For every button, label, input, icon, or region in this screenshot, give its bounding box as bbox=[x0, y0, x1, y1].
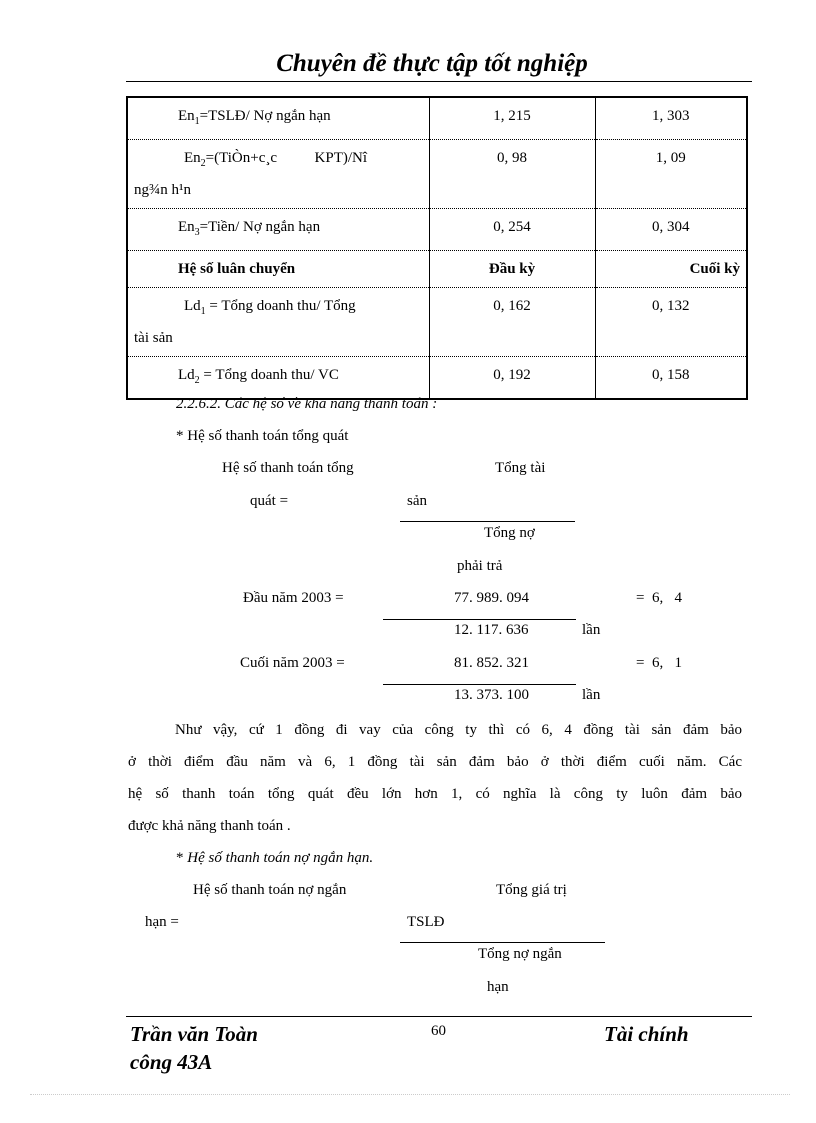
formula-numerator: Tổng tài bbox=[495, 460, 546, 476]
start-value: 1, 215 bbox=[429, 97, 595, 140]
start-value: 0, 162 bbox=[429, 288, 595, 357]
fraction-line bbox=[400, 942, 605, 943]
end-value: 0, 158 bbox=[595, 357, 747, 400]
section-heading: 2.2.6.2. Các hệ số về khả năng thanh toán : bbox=[176, 396, 438, 412]
fraction-line bbox=[400, 521, 575, 522]
end-value: 1, 303 bbox=[595, 97, 747, 140]
table-row bbox=[127, 209, 747, 251]
calc-result: = 6, 4 bbox=[636, 590, 682, 606]
table-row bbox=[127, 288, 747, 357]
end-value: 0, 132 bbox=[595, 288, 747, 357]
formula-lhs: Hệ số thanh toán tổng bbox=[222, 460, 354, 476]
footer-department: Tài chính bbox=[604, 1022, 689, 1046]
start-header: Đầu kỳ bbox=[429, 251, 595, 288]
table-row bbox=[127, 97, 747, 140]
paragraph-line: Như vậy, cứ 1 đồng đi vay của công ty thì có 6, 4 đồng tài sản đảm bảo bbox=[175, 722, 742, 738]
formula-denominator: phải trả bbox=[457, 558, 503, 574]
subheading-short-term-ratio: * Hệ số thanh toán nợ ngắn hạn. bbox=[176, 850, 374, 866]
explanation-paragraph bbox=[128, 714, 742, 842]
row-label: $Ld_1$ = Tổng doanh thu/ Tổng tài sản bbox=[127, 288, 429, 357]
ratio-table bbox=[126, 96, 748, 400]
start-value: 0, 254 bbox=[429, 209, 595, 251]
row-label: $Ld_2$ = Tổng doanh thu/ VC bbox=[127, 357, 429, 400]
formula-lhs: Hệ số thanh toán nợ ngắn bbox=[193, 882, 347, 898]
formula-denominator: Tổng nợ ngắn bbox=[478, 946, 562, 962]
formula-numerator: sản bbox=[407, 493, 427, 509]
paragraph-line: hệ số thanh toán tổng quát đều lớn hơn 1, có nghĩa là công ty luôn đảm bảo bbox=[128, 786, 742, 802]
row-label: $En_1=TSLĐ/$ Nợ ngắn hạn bbox=[127, 97, 429, 140]
table-row bbox=[127, 251, 747, 288]
row-label: $En_2=(TiÒn+c¸c$ KPT)/Nî ng¾n h¹n bbox=[127, 140, 429, 209]
footer-author-cont: công 43A bbox=[130, 1050, 213, 1074]
calc-label-start: Đầu năm 2003 = bbox=[243, 590, 344, 606]
formula-lhs: quát = bbox=[250, 493, 289, 509]
header-rule bbox=[126, 81, 752, 82]
end-value: 1, 09 bbox=[595, 140, 747, 209]
calc-denominator: 12. 117. 636 bbox=[454, 622, 529, 638]
footer-rule bbox=[126, 1016, 752, 1017]
section-label: Hệ số luân chuyển bbox=[127, 251, 429, 288]
table-row bbox=[127, 357, 747, 400]
calc-unit: lần bbox=[582, 687, 601, 703]
calc-numerator: 77. 989. 094 bbox=[454, 590, 529, 606]
paragraph-line: được khả năng thanh toán . bbox=[128, 818, 291, 834]
end-value: 0, 304 bbox=[595, 209, 747, 251]
start-value: 0, 192 bbox=[429, 357, 595, 400]
page-number: 60 bbox=[431, 1023, 446, 1039]
footer-author: Trần văn Toàn bbox=[130, 1022, 258, 1046]
calc-result: = 6, 1 bbox=[636, 655, 682, 671]
paragraph-line: ở thời điểm đầu năm và 6, 1 đồng tài sản đảm bảo ở thời điểm cuối năm. Các bbox=[128, 754, 742, 770]
fraction-line bbox=[383, 619, 576, 620]
subheading-general-ratio: * Hệ số thanh toán tổng quát bbox=[176, 428, 349, 444]
table-row bbox=[127, 140, 747, 209]
calc-label-end: Cuối năm 2003 = bbox=[240, 655, 345, 671]
calc-unit: lần bbox=[582, 622, 601, 638]
formula-denominator: Tổng nợ bbox=[484, 525, 535, 541]
calc-denominator: 13. 373. 100 bbox=[454, 687, 529, 703]
formula-lhs: hạn = bbox=[145, 914, 179, 930]
start-value: 0, 98 bbox=[429, 140, 595, 209]
page-edge-divider bbox=[30, 1094, 790, 1095]
end-header: Cuối kỳ bbox=[595, 251, 747, 288]
formula-numerator: TSLĐ bbox=[407, 914, 445, 930]
fraction-line bbox=[383, 684, 576, 685]
formula-denominator: hạn bbox=[487, 979, 509, 995]
row-label: $En_3=Tiền/$ Nợ ngắn hạn bbox=[127, 209, 429, 251]
document-header-title: Chuyên đề thực tập tốt nghiệp bbox=[276, 50, 588, 77]
calc-numerator: 81. 852. 321 bbox=[454, 655, 529, 671]
formula-numerator: Tổng giá trị bbox=[496, 882, 567, 898]
